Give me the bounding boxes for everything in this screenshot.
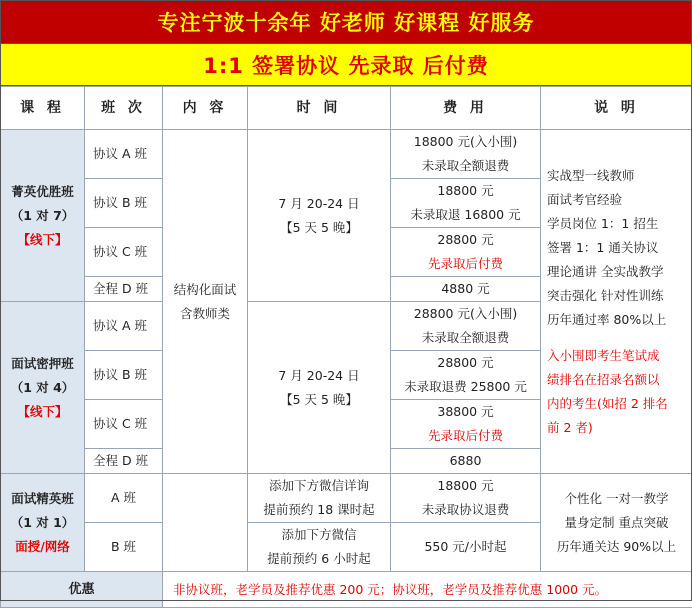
course-name-cell [1,302,85,474]
fee-amount: 28800 元(入小围) [391,302,540,326]
fee-cell [391,302,541,351]
class-name: 全程 D 班 [85,277,163,302]
fee-terms: 未录取全额退费 [391,154,540,178]
fee-terms: 先录取后付费 [391,252,540,276]
fee-terms: 未录取退费 25800 元 [391,375,540,399]
promo-label: 优惠 [1,572,163,608]
note-line: 历年通过率 80%以上 [547,308,686,332]
time-line: 添加下方微信详询 [248,474,390,498]
note-line: 理论通讲 全实战教学 [547,260,686,284]
time-duration: 【5 天 5 晚】 [248,388,390,412]
fee-cell [391,130,541,179]
course-mode: 面授/网络 [1,535,84,559]
fee-cell [391,449,541,474]
fee-cell [391,228,541,277]
note-line: 突击强化 针对性训练 [547,284,686,308]
content-line: 含教师类 [169,302,241,326]
course-mode: 【线下】 [1,228,84,252]
fee-amount: 28800 元 [391,228,540,252]
fee-amount: 18800 元 [391,474,540,498]
content-empty-cell [163,474,248,572]
class-name: 协议 B 班 [85,351,163,400]
header-row [1,87,692,130]
course-mode: 【线下】 [1,400,84,424]
course-name: 菁英优胜班 [1,180,84,204]
course-name-cell [1,130,85,302]
course-ratio: （1 对 7） [1,204,84,228]
notes-cell [541,130,692,474]
fee-amount: 18800 元 [391,179,540,203]
table-row [1,474,692,523]
banner-agreement: 1:1 签署协议 先录取 后付费 [203,50,489,80]
promo-row [1,572,692,608]
fee-cell [391,400,541,449]
fee-amount: 550 元/小时起 [391,535,540,559]
time-cell [248,130,391,302]
fee-amount: 18800 元(入小围) [391,130,540,154]
class-name: 协议 A 班 [85,130,163,179]
fee-amount: 28800 元 [391,351,540,375]
note-line: 个性化 一对一教学 [541,487,692,511]
class-name: A 班 [85,474,163,523]
course-name: 面试密押班 [1,352,84,376]
header-class: 班 次 [85,87,163,130]
fee-amount: 38800 元 [391,400,540,424]
fee-amount: 4880 元 [391,277,540,301]
class-name: 协议 C 班 [85,400,163,449]
note-line: 面试考官经验 [547,188,686,212]
note-red-line: 绩排名在招录名额以 [547,368,686,392]
fee-cell [391,351,541,400]
time-date: 7 月 20-24 日 [248,192,390,216]
course-ratio: （1 对 1） [1,511,84,535]
time-cell [248,474,391,523]
class-name: 协议 A 班 [85,302,163,351]
table-row [1,130,692,179]
course-ratio: （1 对 4） [1,376,84,400]
fee-amount: 6880 [391,449,540,473]
class-name: B 班 [85,523,163,572]
note-line: 学员岗位 1：1 招生 [547,212,686,236]
class-name: 协议 B 班 [85,179,163,228]
header-content: 内 容 [163,87,248,130]
time-date: 7 月 20-24 日 [248,364,390,388]
top-banner [0,0,692,44]
fee-terms: 先录取后付费 [391,424,540,448]
header-course: 课 程 [1,87,85,130]
promo-text: 非协议班，老学员及推荐优惠 200 元；协议班，老学员及推荐优惠 1000 元。 [163,572,692,608]
time-line: 添加下方微信 [248,523,390,547]
time-line: 提前预约 18 课时起 [248,498,390,522]
time-duration: 【5 天 5 晚】 [248,216,390,240]
fee-cell [391,474,541,523]
time-line: 提前预约 6 小时起 [248,547,390,571]
note-red-line: 入小围即考生笔试成 [547,344,686,368]
course-name-cell [1,474,85,572]
content-cell [163,130,248,474]
time-cell [248,302,391,474]
header-fee: 费 用 [391,87,541,130]
class-name: 全程 D 班 [85,449,163,474]
notes-cell [541,474,692,572]
note-red-line: 内的考生(如招 2 排名 [547,392,686,416]
sub-banner [0,44,692,86]
note-line: 历年通关达 90%以上 [541,535,692,559]
banner-slogan: 专注宁波十余年 好老师 好课程 好服务 [158,7,535,37]
course-table [0,86,692,608]
header-notes: 说 明 [541,87,692,130]
time-cell [248,523,391,572]
class-name: 协议 C 班 [85,228,163,277]
content-line: 结构化面试 [169,278,241,302]
fee-cell [391,277,541,302]
fee-terms: 未录取退 16800 元 [391,203,540,227]
note-red-line: 前 2 者) [547,416,686,440]
fee-terms: 未录取协议退费 [391,498,540,522]
note-line: 量身定制 重点突破 [541,511,692,535]
fee-cell [391,523,541,572]
header-time: 时 间 [248,87,391,130]
fee-terms: 未录取全额退费 [391,326,540,350]
course-name: 面试精英班 [1,487,84,511]
note-line: 实战型一线教师 [547,164,686,188]
note-line: 签署 1：1 通关协议 [547,236,686,260]
fee-cell [391,179,541,228]
